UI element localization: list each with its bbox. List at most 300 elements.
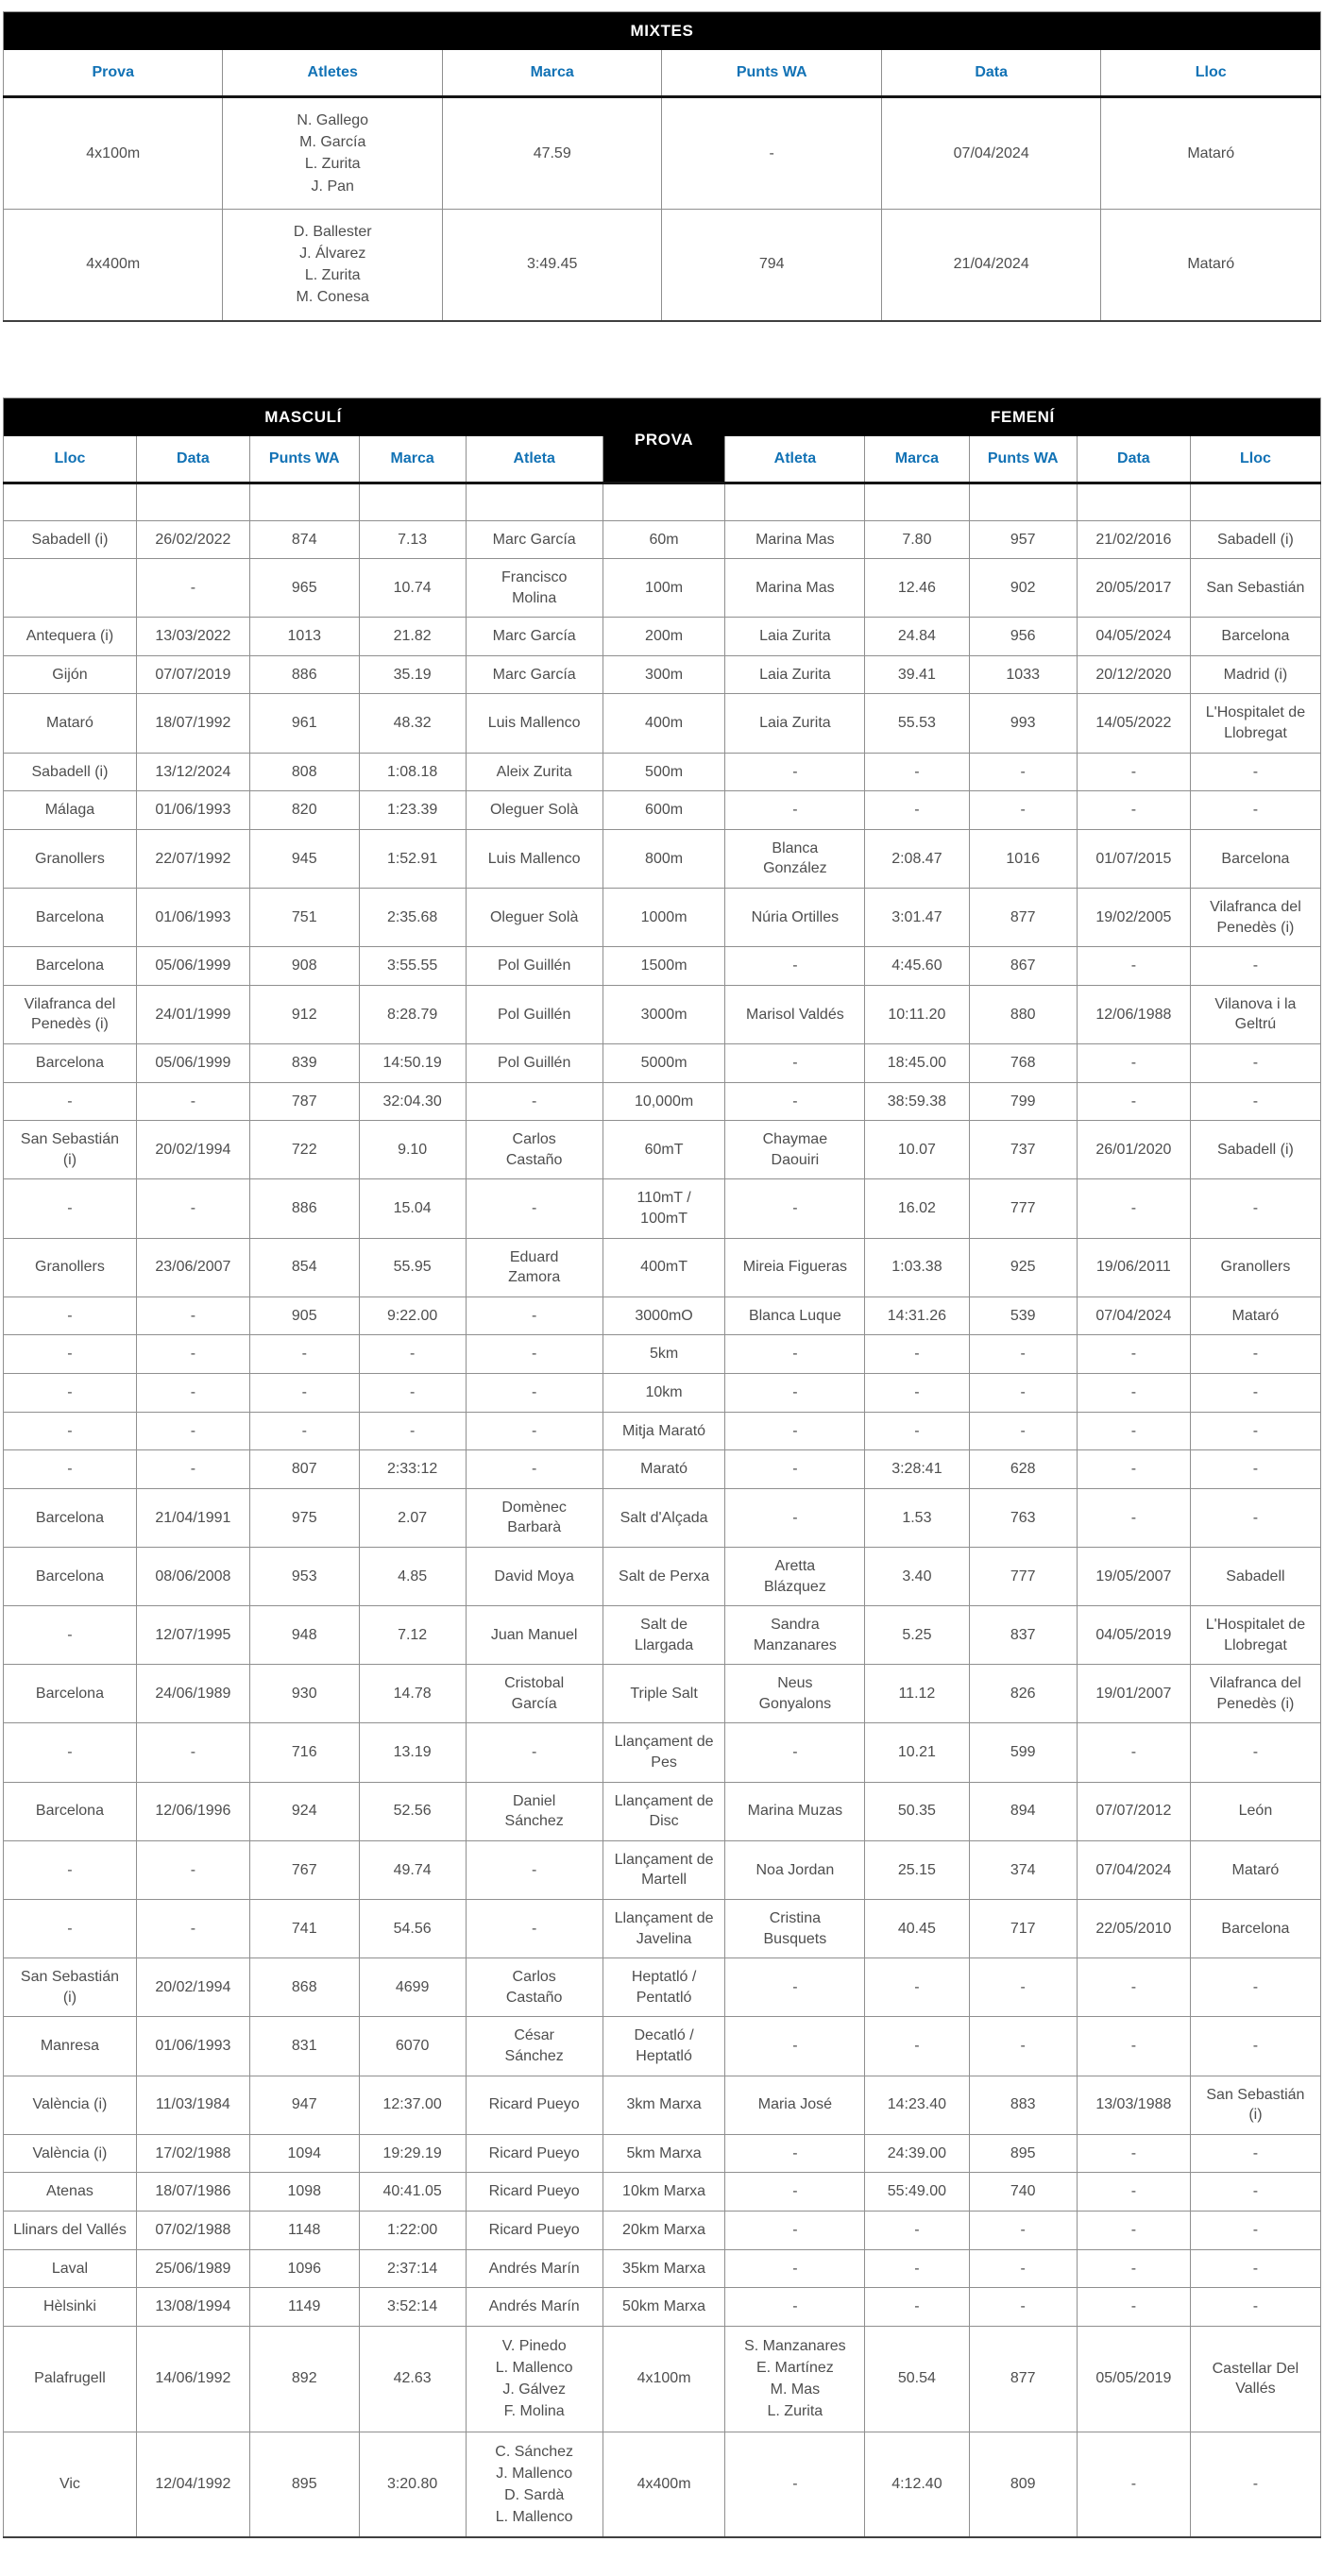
- cell-f-lloc: -: [1190, 1082, 1320, 1121]
- cell-f-data: -: [1077, 1335, 1190, 1374]
- cell-m-marca: 2.07: [359, 1488, 466, 1547]
- cell-f-data: [1077, 483, 1190, 520]
- cell-f-data: -: [1077, 2432, 1190, 2537]
- cell-m-lloc: -: [4, 1606, 137, 1665]
- cell-f-marca: 50.35: [865, 1782, 969, 1840]
- cell-m-marca: 2:37:14: [359, 2249, 466, 2288]
- cell-f-punts-wa: -: [969, 1335, 1077, 1374]
- cell-prova: 20km Marxa: [603, 2211, 725, 2249]
- column-header-punts-wa: Punts WA: [662, 50, 881, 97]
- cell-f-data: 19/01/2007: [1077, 1665, 1190, 1723]
- cell-f-atleta: Blanca González: [725, 829, 865, 888]
- cell-f-atleta: -: [725, 1179, 865, 1238]
- cell-f-punts-wa: -: [969, 2211, 1077, 2249]
- cell-f-marca: [865, 483, 969, 520]
- cell-m-atleta: -: [466, 1296, 603, 1335]
- cell-prova: 35km Marxa: [603, 2249, 725, 2288]
- cell-m-marca: 15.04: [359, 1179, 466, 1238]
- cell-m-lloc: Llinars del Vallés: [4, 2211, 137, 2249]
- cell-prova: 3000mO: [603, 1296, 725, 1335]
- record-row: [4, 1121, 1321, 1179]
- cell-f-lloc: León: [1190, 1782, 1320, 1840]
- cell-f-lloc: -: [1190, 2017, 1320, 2076]
- cell-m-marca: 4699: [359, 1958, 466, 2017]
- cell-prova: 60m: [603, 520, 725, 559]
- cell-prova: Llançament de Martell: [603, 1840, 725, 1899]
- cell-m-data: -: [136, 1373, 249, 1412]
- cell-m-atleta: -: [466, 1900, 603, 1958]
- cell-f-marca: 1:03.38: [865, 1238, 969, 1296]
- cell-prova: 60mT: [603, 1121, 725, 1179]
- cell-f-data: -: [1077, 1488, 1190, 1547]
- cell-f-data: 13/03/1988: [1077, 2076, 1190, 2134]
- cell-prova: 200m: [603, 618, 725, 656]
- cell-m-data: 23/06/2007: [136, 1238, 249, 1296]
- cell-f-punts-wa: 925: [969, 1238, 1077, 1296]
- cell-f-marca: 18:45.00: [865, 1044, 969, 1083]
- cell-f-marca: 3:28:41: [865, 1450, 969, 1489]
- cell-m-marca: 14.78: [359, 1665, 466, 1723]
- cell-f-marca: -: [865, 791, 969, 830]
- cell-m-lloc: Mataró: [4, 694, 137, 753]
- cell-f-lloc: Barcelona: [1190, 618, 1320, 656]
- cell-m-punts-wa: 751: [249, 889, 359, 947]
- cell-f-data: -: [1077, 2017, 1190, 2076]
- cell-m-marca: 1:22:00: [359, 2211, 466, 2249]
- cell-m-lloc: Málaga: [4, 791, 137, 830]
- cell-f-atleta: Laia Zurita: [725, 694, 865, 753]
- cell-m-atleta: Daniel Sánchez: [466, 1782, 603, 1840]
- record-row: [4, 520, 1321, 559]
- cell-f-lloc: Barcelona: [1190, 1900, 1320, 1958]
- cell-prova: 10,000m: [603, 1082, 725, 1121]
- cell-m-data: 18/07/1986: [136, 2173, 249, 2212]
- cell-f-lloc: -: [1190, 2173, 1320, 2212]
- record-row: [4, 2017, 1321, 2076]
- cell-m-marca: 10.74: [359, 559, 466, 618]
- cell-f-data: -: [1077, 2288, 1190, 2327]
- cell-m-marca: 3:20.80: [359, 2432, 466, 2537]
- cell-atletes: N. Gallego M. García L. Zurita J. Pan: [223, 97, 442, 210]
- cell-m-punts-wa: 965: [249, 559, 359, 618]
- cell-f-marca: 14:31.26: [865, 1296, 969, 1335]
- cell-m-atleta: V. Pinedo L. Mallenco J. Gálvez F. Molina: [466, 2326, 603, 2432]
- cell-m-data: 18/07/1992: [136, 694, 249, 753]
- cell-f-marca: 4:45.60: [865, 947, 969, 986]
- column-header-lloc: Lloc: [1101, 50, 1321, 97]
- cell-f-atleta: -: [725, 1723, 865, 1782]
- cell-f-data: 07/04/2024: [1077, 1840, 1190, 1899]
- record-row: [4, 2432, 1321, 2537]
- column-header-atletes: Atletes: [223, 50, 442, 97]
- cell-f-punts-wa: 957: [969, 520, 1077, 559]
- record-row: [4, 483, 1321, 520]
- cell-f-marca: 5.25: [865, 1606, 969, 1665]
- cell-m-data: -: [136, 1900, 249, 1958]
- cell-m-marca: [359, 483, 466, 520]
- cell-prova: Heptatló / Pentatló: [603, 1958, 725, 2017]
- cell-m-atleta: Ricard Pueyo: [466, 2134, 603, 2173]
- record-row: [4, 1450, 1321, 1489]
- cell-f-punts-wa: -: [969, 1412, 1077, 1450]
- cell-f-atleta: -: [725, 1958, 865, 2017]
- cell-m-punts-wa: 831: [249, 2017, 359, 2076]
- cell-f-data: -: [1077, 791, 1190, 830]
- cell-m-atleta: Aleix Zurita: [466, 753, 603, 791]
- cell-f-data: -: [1077, 1450, 1190, 1489]
- cell-f-lloc: -: [1190, 2211, 1320, 2249]
- cell-m-atleta: David Moya: [466, 1547, 603, 1605]
- records-section: [3, 398, 1321, 2539]
- cell-m-atleta: -: [466, 1412, 603, 1450]
- cell-f-data: 22/05/2010: [1077, 1900, 1190, 1958]
- cell-m-data: 05/06/1999: [136, 947, 249, 986]
- cell-m-lloc: Atenas: [4, 2173, 137, 2212]
- cell-f-lloc: -: [1190, 753, 1320, 791]
- cell-m-punts-wa: 787: [249, 1082, 359, 1121]
- cell-m-punts-wa: 908: [249, 947, 359, 986]
- cell-f-marca: 2:08.47: [865, 829, 969, 888]
- cell-m-lloc: -: [4, 1412, 137, 1450]
- record-row: [4, 947, 1321, 986]
- cell-f-punts-wa: 877: [969, 889, 1077, 947]
- cell-data: 07/04/2024: [881, 97, 1100, 210]
- cell-f-atleta: Marina Muzas: [725, 1782, 865, 1840]
- cell-m-punts-wa: 868: [249, 1958, 359, 2017]
- cell-f-atleta: Maria José: [725, 2076, 865, 2134]
- cell-f-punts-wa: 628: [969, 1450, 1077, 1489]
- cell-m-marca: -: [359, 1412, 466, 1450]
- cell-f-data: 26/01/2020: [1077, 1121, 1190, 1179]
- record-row: [4, 1238, 1321, 1296]
- cell-f-lloc: -: [1190, 1958, 1320, 2017]
- cell-m-atleta: Luis Mallenco: [466, 829, 603, 888]
- cell-m-punts-wa: 905: [249, 1296, 359, 1335]
- cell-f-atleta: -: [725, 791, 865, 830]
- cell-m-atleta: -: [466, 1179, 603, 1238]
- cell-f-punts-wa: -: [969, 2249, 1077, 2288]
- cell-m-lloc: Barcelona: [4, 889, 137, 947]
- cell-f-marca: 55.53: [865, 694, 969, 753]
- cell-m-lloc: Sabadell (i): [4, 520, 137, 559]
- cell-prova: 110mT / 100mT: [603, 1179, 725, 1238]
- record-row: [4, 791, 1321, 830]
- cell-f-lloc: Vilafranca del Penedès (i): [1190, 889, 1320, 947]
- cell-f-lloc: Mataró: [1190, 1296, 1320, 1335]
- cell-f-marca: 55:49.00: [865, 2173, 969, 2212]
- cell-f-punts-wa: -: [969, 1373, 1077, 1412]
- cell-m-atleta: -: [466, 1450, 603, 1489]
- cell-f-marca: 25.15: [865, 1840, 969, 1899]
- cell-m-marca: 8:28.79: [359, 985, 466, 1043]
- record-row: [4, 655, 1321, 694]
- cell-prova: Llançament de Disc: [603, 1782, 725, 1840]
- record-row: [4, 1179, 1321, 1238]
- cell-m-punts-wa: 741: [249, 1900, 359, 1958]
- cell-m-marca: 14:50.19: [359, 1044, 466, 1083]
- mixtes-row: [4, 209, 1321, 320]
- mixtes-title: MIXTES: [4, 12, 1321, 51]
- cell-f-data: 07/04/2024: [1077, 1296, 1190, 1335]
- cell-f-data: 21/02/2016: [1077, 520, 1190, 559]
- cell-m-lloc: Manresa: [4, 2017, 137, 2076]
- cell-f-lloc: -: [1190, 2134, 1320, 2173]
- record-row: [4, 1900, 1321, 1958]
- cell-f-lloc: -: [1190, 791, 1320, 830]
- cell-f-lloc: [1190, 483, 1320, 520]
- cell-f-punts-wa: 737: [969, 1121, 1077, 1179]
- cell-m-marca: 2:35.68: [359, 889, 466, 947]
- cell-f-atleta: S. Manzanares E. Martínez M. Mas L. Zurita: [725, 2326, 865, 2432]
- cell-f-punts-wa: 894: [969, 1782, 1077, 1840]
- cell-f-atleta: Neus Gonyalons: [725, 1665, 865, 1723]
- record-row: [4, 1488, 1321, 1547]
- cell-m-atleta: Eduard Zamora: [466, 1238, 603, 1296]
- column-header-m-marca: Marca: [359, 436, 466, 483]
- cell-f-marca: 24.84: [865, 618, 969, 656]
- cell-f-lloc: Sabadell (i): [1190, 1121, 1320, 1179]
- cell-m-atleta: Luis Mallenco: [466, 694, 603, 753]
- cell-f-data: -: [1077, 1044, 1190, 1083]
- mixtes-row: [4, 97, 1321, 210]
- cell-m-lloc: [4, 483, 137, 520]
- mixtes-table: [3, 11, 1321, 322]
- cell-m-marca: 9:22.00: [359, 1296, 466, 1335]
- cell-m-data: 01/06/1993: [136, 791, 249, 830]
- cell-f-punts-wa: [969, 483, 1077, 520]
- cell-f-data: -: [1077, 1958, 1190, 2017]
- cell-f-marca: -: [865, 2249, 969, 2288]
- cell-m-atleta: Domènec Barbarà: [466, 1488, 603, 1547]
- cell-m-marca: 1:23.39: [359, 791, 466, 830]
- cell-f-data: 20/12/2020: [1077, 655, 1190, 694]
- cell-prova: 600m: [603, 791, 725, 830]
- cell-m-lloc: Antequera (i): [4, 618, 137, 656]
- cell-m-punts-wa: 716: [249, 1723, 359, 1782]
- cell-m-lloc: Barcelona: [4, 1488, 137, 1547]
- column-header-f-lloc: Lloc: [1190, 436, 1320, 483]
- cell-m-data: -: [136, 559, 249, 618]
- cell-f-atleta: [725, 483, 865, 520]
- cell-m-lloc: Barcelona: [4, 947, 137, 986]
- cell-m-punts-wa: 1094: [249, 2134, 359, 2173]
- cell-f-punts-wa: -: [969, 2017, 1077, 2076]
- cell-m-data: 07/02/1988: [136, 2211, 249, 2249]
- record-row: [4, 1606, 1321, 1665]
- cell-f-lloc: -: [1190, 2288, 1320, 2327]
- cell-m-data: 01/06/1993: [136, 889, 249, 947]
- cell-m-atleta: Ricard Pueyo: [466, 2076, 603, 2134]
- cell-m-punts-wa: 975: [249, 1488, 359, 1547]
- cell-m-marca: 12:37.00: [359, 2076, 466, 2134]
- cell-m-lloc: Barcelona: [4, 1044, 137, 1083]
- cell-f-punts-wa: -: [969, 1958, 1077, 2017]
- cell-f-lloc: Sabadell (i): [1190, 520, 1320, 559]
- column-header-m-data: Data: [136, 436, 249, 483]
- cell-f-data: 19/05/2007: [1077, 1547, 1190, 1605]
- cell-f-lloc: -: [1190, 1723, 1320, 1782]
- cell-m-data: -: [136, 1335, 249, 1374]
- cell-f-lloc: Madrid (i): [1190, 655, 1320, 694]
- cell-f-punts-wa: 717: [969, 1900, 1077, 1958]
- cell-m-data: 13/08/1994: [136, 2288, 249, 2327]
- cell-m-marca: 4.85: [359, 1547, 466, 1605]
- cell-m-lloc: San Sebastián (i): [4, 1121, 137, 1179]
- femeni-title: FEMENÍ: [725, 398, 1321, 436]
- cell-f-marca: 50.54: [865, 2326, 969, 2432]
- record-row: [4, 1958, 1321, 2017]
- cell-f-atleta: -: [725, 1044, 865, 1083]
- cell-m-atleta: Cristobal García: [466, 1665, 603, 1723]
- cell-m-data: 24/01/1999: [136, 985, 249, 1043]
- cell-m-lloc: -: [4, 1900, 137, 1958]
- cell-m-marca: 42.63: [359, 2326, 466, 2432]
- cell-f-marca: 11.12: [865, 1665, 969, 1723]
- cell-m-marca: 35.19: [359, 655, 466, 694]
- cell-f-punts-wa: 877: [969, 2326, 1077, 2432]
- record-row: [4, 2249, 1321, 2288]
- cell-f-atleta: Blanca Luque: [725, 1296, 865, 1335]
- cell-f-punts-wa: 374: [969, 1840, 1077, 1899]
- cell-f-data: -: [1077, 947, 1190, 986]
- cell-f-lloc: -: [1190, 2249, 1320, 2288]
- cell-m-atleta: -: [466, 1373, 603, 1412]
- cell-f-punts-wa: 777: [969, 1547, 1077, 1605]
- cell-m-lloc: -: [4, 1082, 137, 1121]
- record-row: [4, 1296, 1321, 1335]
- cell-prova: Marató: [603, 1450, 725, 1489]
- cell-f-lloc: L'Hospitalet de Llobregat: [1190, 1606, 1320, 1665]
- cell-prova: 1500m: [603, 947, 725, 986]
- cell-f-atleta: Marisol Valdés: [725, 985, 865, 1043]
- cell-m-lloc: Barcelona: [4, 1782, 137, 1840]
- cell-m-punts-wa: 945: [249, 829, 359, 888]
- column-header-f-punts-wa: Punts WA: [969, 436, 1077, 483]
- cell-prova: Salt d'Alçada: [603, 1488, 725, 1547]
- cell-m-punts-wa: 912: [249, 985, 359, 1043]
- cell-f-punts-wa: 809: [969, 2432, 1077, 2537]
- cell-f-lloc: -: [1190, 1412, 1320, 1450]
- cell-m-marca: 1:08.18: [359, 753, 466, 791]
- cell-prova: 4x400m: [603, 2432, 725, 2537]
- column-header-marca: Marca: [442, 50, 661, 97]
- mixtes-title-row: [4, 12, 1321, 51]
- cell-f-atleta: Sandra Manzanares: [725, 1606, 865, 1665]
- cell-f-atleta: -: [725, 947, 865, 986]
- cell-m-punts-wa: -: [249, 1412, 359, 1450]
- cell-m-atleta: -: [466, 1840, 603, 1899]
- cell-f-marca: 3.40: [865, 1547, 969, 1605]
- cell-f-atleta: Marina Mas: [725, 559, 865, 618]
- cell-prova: 3km Marxa: [603, 2076, 725, 2134]
- cell-f-marca: -: [865, 2288, 969, 2327]
- cell-m-punts-wa: 854: [249, 1238, 359, 1296]
- cell-prova: Salt de Perxa: [603, 1547, 725, 1605]
- cell-m-lloc: Granollers: [4, 829, 137, 888]
- cell-m-lloc: [4, 559, 137, 618]
- cell-f-punts-wa: 902: [969, 559, 1077, 618]
- cell-m-punts-wa: 722: [249, 1121, 359, 1179]
- cell-m-marca: 49.74: [359, 1840, 466, 1899]
- cell-f-atleta: -: [725, 1450, 865, 1489]
- cell-f-marca: 4:12.40: [865, 2432, 969, 2537]
- cell-m-data: 12/04/1992: [136, 2432, 249, 2537]
- cell-m-marca: 55.95: [359, 1238, 466, 1296]
- cell-f-punts-wa: 867: [969, 947, 1077, 986]
- prova-column-title: PROVA: [603, 398, 725, 483]
- record-row: [4, 2326, 1321, 2432]
- cell-prova: 4x100m: [4, 97, 223, 210]
- cell-m-lloc: València (i): [4, 2134, 137, 2173]
- cell-m-lloc: -: [4, 1723, 137, 1782]
- cell-f-marca: -: [865, 1958, 969, 2017]
- cell-m-marca: 1:52.91: [359, 829, 466, 888]
- cell-f-punts-wa: 768: [969, 1044, 1077, 1083]
- cell-f-lloc: -: [1190, 2432, 1320, 2537]
- cell-m-data: 17/02/1988: [136, 2134, 249, 2173]
- cell-f-punts-wa: 777: [969, 1179, 1077, 1238]
- cell-f-atleta: -: [725, 1373, 865, 1412]
- cell-m-lloc: -: [4, 1840, 137, 1899]
- cell-f-punts-wa: 799: [969, 1082, 1077, 1121]
- cell-m-atleta: Pol Guillén: [466, 985, 603, 1043]
- cell-f-atleta: Marina Mas: [725, 520, 865, 559]
- cell-f-marca: 1.53: [865, 1488, 969, 1547]
- cell-m-lloc: Hèlsinki: [4, 2288, 137, 2327]
- cell-m-punts-wa: 839: [249, 1044, 359, 1083]
- cell-f-data: -: [1077, 2134, 1190, 2173]
- cell-f-atleta: -: [725, 1335, 865, 1374]
- record-row: [4, 1044, 1321, 1083]
- masculi-title: MASCULÍ: [4, 398, 603, 436]
- record-row: [4, 753, 1321, 791]
- cell-f-atleta: -: [725, 2211, 865, 2249]
- cell-f-punts-wa: 895: [969, 2134, 1077, 2173]
- cell-m-punts-wa: 807: [249, 1450, 359, 1489]
- cell-m-punts-wa: 924: [249, 1782, 359, 1840]
- column-header-f-marca: Marca: [865, 436, 969, 483]
- cell-prova: 300m: [603, 655, 725, 694]
- cell-m-punts-wa: 948: [249, 1606, 359, 1665]
- cell-m-punts-wa: 930: [249, 1665, 359, 1723]
- cell-m-data: 13/12/2024: [136, 753, 249, 791]
- cell-f-data: -: [1077, 1082, 1190, 1121]
- cell-f-lloc: -: [1190, 1488, 1320, 1547]
- mixtes-header-row: [4, 50, 1321, 97]
- cell-f-atleta: Núria Ortilles: [725, 889, 865, 947]
- cell-f-marca: 12.46: [865, 559, 969, 618]
- cell-m-marca: 21.82: [359, 618, 466, 656]
- cell-m-data: -: [136, 1840, 249, 1899]
- cell-m-marca: 6070: [359, 2017, 466, 2076]
- cell-f-data: 07/07/2012: [1077, 1782, 1190, 1840]
- cell-m-data: 25/06/1989: [136, 2249, 249, 2288]
- record-row: [4, 618, 1321, 656]
- cell-prova: Triple Salt: [603, 1665, 725, 1723]
- cell-m-atleta: Ricard Pueyo: [466, 2173, 603, 2212]
- cell-m-data: -: [136, 1723, 249, 1782]
- cell-f-lloc: Mataró: [1190, 1840, 1320, 1899]
- cell-f-data: 01/07/2015: [1077, 829, 1190, 888]
- cell-m-atleta: Juan Manuel: [466, 1606, 603, 1665]
- cell-f-data: -: [1077, 753, 1190, 791]
- cell-f-atleta: -: [725, 1412, 865, 1450]
- cell-f-atleta: Laia Zurita: [725, 618, 865, 656]
- cell-f-atleta: Aretta Blázquez: [725, 1547, 865, 1605]
- record-row: [4, 1665, 1321, 1723]
- cell-f-lloc: -: [1190, 1044, 1320, 1083]
- cell-f-lloc: Vilanova i la Geltrú: [1190, 985, 1320, 1043]
